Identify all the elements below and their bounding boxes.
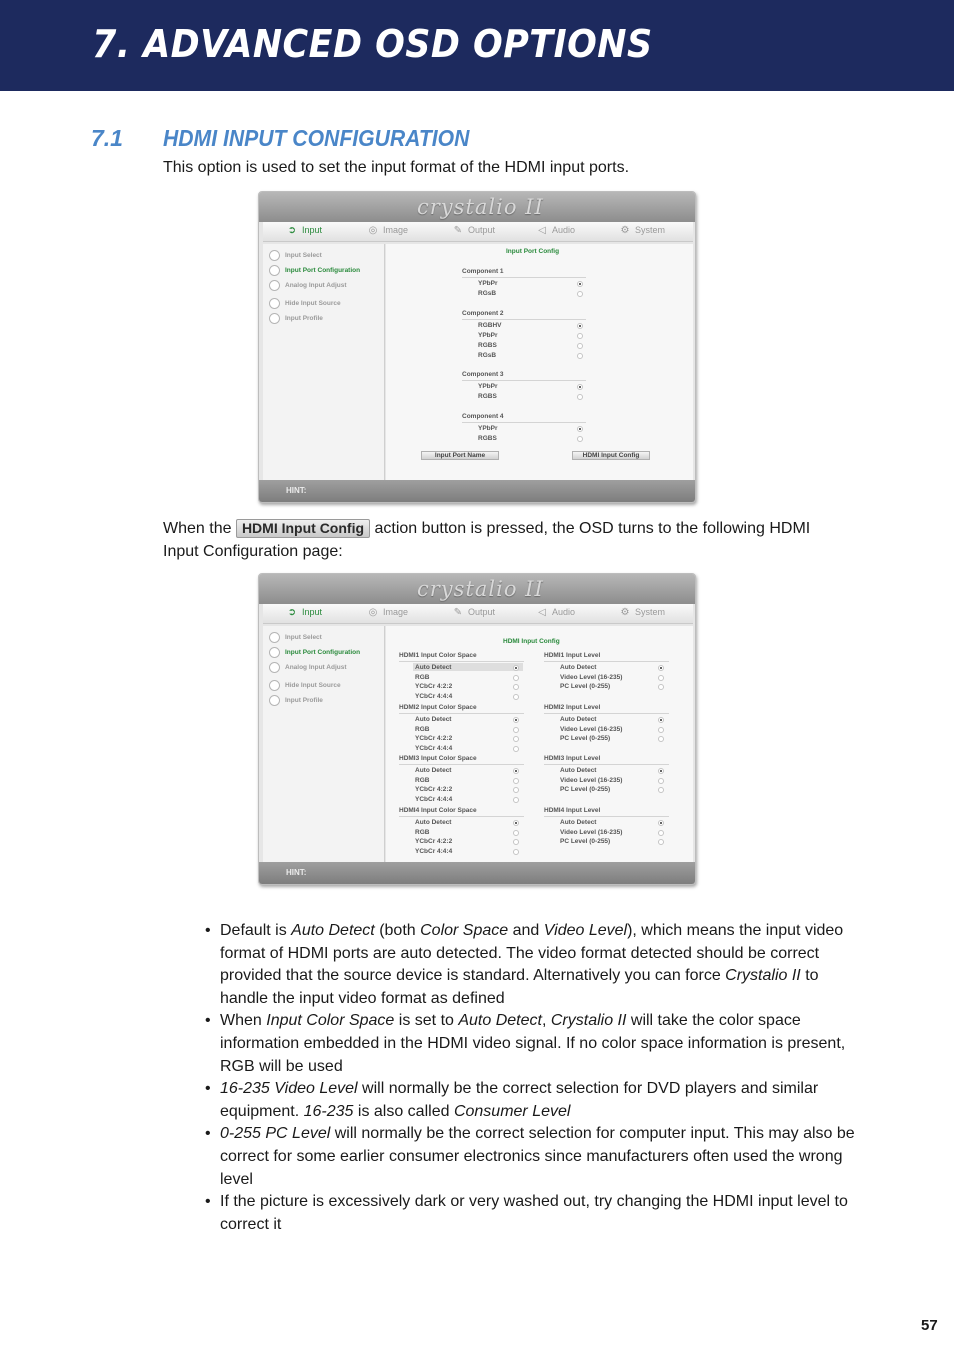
radio-button-icon xyxy=(513,768,519,774)
radio-button-icon xyxy=(658,717,664,723)
input-icon: ➲ xyxy=(287,225,297,236)
body-text: will take the color space information embedded in the HDMI video signal. If no color space information is present, RGB will be used xyxy=(220,1012,846,1075)
system-icon: ⚙ xyxy=(620,225,630,236)
radio-button-icon xyxy=(577,353,583,359)
osd-tab-label: System xyxy=(635,607,666,617)
radio-button-icon xyxy=(577,281,583,287)
osd-sidebar-item xyxy=(269,647,360,658)
radio-button-icon xyxy=(513,797,519,803)
radio-button-icon xyxy=(658,787,664,793)
osd-tab-label: Image xyxy=(383,607,409,617)
radio-button-icon xyxy=(658,768,664,774)
radio-button-icon xyxy=(513,778,519,784)
osd-sidebar-label: Hide Input Source xyxy=(285,300,341,308)
radio-button-icon xyxy=(577,323,583,329)
output-icon: ✎ xyxy=(453,607,463,618)
osd-tab-label: Audio xyxy=(552,607,576,617)
option-label: YPbPr xyxy=(478,425,498,432)
bullet-list xyxy=(205,920,865,1236)
radio-button-icon xyxy=(577,343,583,349)
osd-sidebar-item xyxy=(269,313,323,324)
body-text: is also called xyxy=(353,1102,454,1120)
osd-sidebar-label: Hide Input Source xyxy=(285,682,341,690)
component-group-label: Component 3 xyxy=(462,371,504,378)
radio-button-icon xyxy=(513,694,519,700)
option-label: RGBHV xyxy=(478,322,502,329)
option-label: Video Level (16-235) xyxy=(560,828,623,836)
osd-tab-label: Image xyxy=(383,225,409,235)
emphasis-text: Consumer Level xyxy=(453,1102,571,1120)
osd-hdmi-input-config-screenshot xyxy=(258,573,696,885)
body-text: ), which means the input video format of HDMI ports are auto detected. The video format detected should be correct provided that the source device is standard. Alternatively you can force xyxy=(220,922,844,985)
osd-sidebar-label: Input Port Configuration xyxy=(285,267,361,275)
option-label: RGBS xyxy=(478,393,497,400)
component-group-label: Component 1 xyxy=(462,268,504,275)
osd-tab-output xyxy=(452,607,495,618)
osd-tab-label: Input xyxy=(302,225,323,235)
system-icon: ⚙ xyxy=(620,607,630,618)
section-intro: This option is used to set the input format of the HDMI input ports. xyxy=(163,159,630,176)
radio-button-icon xyxy=(513,830,519,836)
option-label: Auto Detect xyxy=(560,819,597,826)
emphasis-text: Input Color Space xyxy=(266,1012,395,1030)
radio-circle-icon xyxy=(269,647,280,658)
paragraph-hdmi-config-intro xyxy=(163,517,843,563)
osd-sidebar-item xyxy=(269,695,323,706)
body-text: and xyxy=(508,922,544,939)
osd-tab-input xyxy=(286,225,322,236)
body-text: will normally be the correct selection for DVD players and similar equipment. xyxy=(220,1080,819,1120)
radio-circle-icon xyxy=(269,680,280,691)
radio-button-icon xyxy=(513,820,519,826)
bullet-item xyxy=(205,1010,865,1078)
body-text: , xyxy=(541,1012,551,1030)
chapter-header xyxy=(0,0,954,91)
option-label: Auto Detect xyxy=(560,664,597,671)
osd-hint-label: HINT: xyxy=(286,486,307,495)
osd-tab-audio xyxy=(536,225,575,236)
body-text: to handle the input video format as defined xyxy=(220,967,819,1007)
option-label: YCbCr 4:2:2 xyxy=(415,735,453,743)
option-label: Auto Detect xyxy=(415,664,452,671)
output-icon: ✎ xyxy=(453,225,463,236)
chapter-title: 7. ADVANCED OSD OPTIONS xyxy=(92,22,653,66)
radio-button-icon xyxy=(658,665,664,671)
radio-button-icon xyxy=(513,849,519,855)
osd-tab-system xyxy=(619,225,665,236)
option-label: YCbCr 4:4:4 xyxy=(415,796,453,804)
input-level-group-label: HDMI4 Input Level xyxy=(544,807,601,814)
emphasis-text: Crystalio II xyxy=(550,1012,627,1030)
crystalio-logo: crystalio II xyxy=(417,577,544,601)
divider-line xyxy=(544,816,669,817)
option-label: RGsB xyxy=(478,290,497,297)
radio-button-icon xyxy=(513,787,519,793)
option-label: RGsB xyxy=(478,352,497,359)
osd-sidebar-label: Input Select xyxy=(285,252,322,260)
option-label: YCbCr 4:4:4 xyxy=(415,693,453,701)
osd-main-panel xyxy=(386,244,693,480)
radio-button-icon xyxy=(577,426,583,432)
radio-circle-icon xyxy=(269,662,280,673)
radio-button-icon xyxy=(513,684,519,690)
osd-sidebar-label: Input Profile xyxy=(285,697,323,705)
radio-circle-icon xyxy=(269,280,280,291)
osd-sidebar-item xyxy=(269,662,347,673)
osd-sidebar-label: Input Select xyxy=(285,634,322,642)
osd-panel-title: Input Port Config xyxy=(506,248,560,255)
osd-main-panel xyxy=(386,626,693,862)
audio-icon: ◁ xyxy=(538,607,546,618)
option-label: RGBS xyxy=(478,342,497,349)
hdmi-input-config-button: HDMI Input Config xyxy=(572,451,650,460)
option-label: Video Level (16-235) xyxy=(560,725,623,733)
emphasis-text: Color Space xyxy=(420,922,509,939)
option-label: YCbCr 4:2:2 xyxy=(415,683,453,691)
color-space-group-label: HDMI4 Input Color Space xyxy=(399,807,477,814)
divider-line xyxy=(462,277,586,278)
emphasis-text: Video Level xyxy=(543,922,628,939)
osd-sidebar-label: Analog Input Adjust xyxy=(285,664,347,672)
color-space-group-label: HDMI1 Input Color Space xyxy=(399,652,477,659)
para2-text-before: When the xyxy=(163,520,232,537)
osd-title-bar xyxy=(259,574,695,604)
option-label: RGBS xyxy=(478,435,497,442)
body-text: When xyxy=(220,1012,267,1030)
option-label: Video Level (16-235) xyxy=(560,673,623,681)
osd-sidebar-label: Input Port Configuration xyxy=(285,649,361,657)
divider-line xyxy=(462,319,586,320)
emphasis-text: 0-255 PC Level xyxy=(220,1125,331,1143)
osd-sidebar-label: Analog Input Adjust xyxy=(285,282,347,290)
crystalio-logo: crystalio II xyxy=(417,195,544,219)
emphasis-text: Auto Detect xyxy=(458,1012,542,1030)
body-text: If the picture is excessively dark or very washed out, try changing the HDMI input level to correct it xyxy=(220,1193,848,1233)
radio-button-icon xyxy=(658,684,664,690)
body-text: is set to xyxy=(394,1012,459,1030)
option-label: Auto Detect xyxy=(415,767,452,774)
radio-button-icon xyxy=(577,333,583,339)
osd-tab-label: System xyxy=(635,225,666,235)
divider-line xyxy=(399,816,524,817)
bullet-item xyxy=(205,1191,865,1236)
radio-button-icon xyxy=(658,830,664,836)
radio-circle-icon xyxy=(269,632,280,643)
radio-circle-icon xyxy=(269,250,280,261)
divider-line xyxy=(544,713,669,714)
body-text: Default is xyxy=(220,922,292,939)
emphasis-text: Crystalio II xyxy=(725,967,801,985)
section-number: 7.1 xyxy=(91,125,123,151)
emphasis-text: 16-235 Video Level xyxy=(220,1080,358,1098)
divider-line xyxy=(399,764,524,765)
divider-line xyxy=(399,661,524,662)
radio-button-icon xyxy=(658,736,664,742)
osd-sidebar-item xyxy=(269,280,347,291)
bullet-item xyxy=(205,1078,865,1123)
image-icon: ◎ xyxy=(368,607,378,618)
radio-button-icon xyxy=(577,291,583,297)
osd-tab-image xyxy=(367,225,408,236)
option-label: YCbCr 4:4:4 xyxy=(415,745,453,753)
osd-tab-output xyxy=(452,225,495,236)
radio-button-icon xyxy=(658,820,664,826)
radio-button-icon xyxy=(513,727,519,733)
option-label: PC Level (0-255) xyxy=(560,735,611,743)
input-port-name-button: Input Port Name xyxy=(421,451,499,460)
osd-tab-image xyxy=(367,607,408,618)
osd-sidebar-item xyxy=(269,265,360,276)
osd-input-port-config-screenshot xyxy=(258,191,696,503)
osd-tab-label: Input xyxy=(302,607,323,617)
input-level-group-label: HDMI3 Input Level xyxy=(544,755,601,762)
option-label: Auto Detect xyxy=(560,767,597,774)
divider-line xyxy=(544,764,669,765)
osd-sidebar-item xyxy=(269,250,322,261)
option-label: RGB xyxy=(415,725,430,733)
radio-button-icon xyxy=(513,717,519,723)
osd-tab-input xyxy=(286,607,322,618)
radio-button-icon xyxy=(658,839,664,845)
radio-button-icon xyxy=(513,736,519,742)
osd-tab-bar xyxy=(263,222,693,242)
osd-sidebar-label: Input Profile xyxy=(285,315,323,323)
hdmi-input-config-button-image: HDMI Input Config xyxy=(236,519,370,538)
radio-circle-icon xyxy=(269,298,280,309)
osd-tab-audio xyxy=(536,607,575,618)
osd-title-bar xyxy=(259,192,695,222)
osd-hint-bar xyxy=(259,862,695,885)
osd-hint-label: HINT: xyxy=(286,868,307,877)
osd-sidebar xyxy=(263,244,385,480)
osd-sidebar-item xyxy=(269,632,322,643)
input-icon: ➲ xyxy=(287,607,297,618)
component-group-label: Component 4 xyxy=(462,413,504,420)
radio-button-icon xyxy=(577,384,583,390)
radio-button-icon xyxy=(577,394,583,400)
bullet-item xyxy=(205,920,865,1010)
color-space-group-label: HDMI3 Input Color Space xyxy=(399,755,477,762)
emphasis-text: Auto Detect xyxy=(291,922,375,939)
input-level-group-label: HDMI2 Input Level xyxy=(544,704,601,711)
osd-hint-bar xyxy=(259,480,695,503)
divider-line xyxy=(399,713,524,714)
option-label: PC Level (0-255) xyxy=(560,838,611,846)
divider-line xyxy=(462,380,586,381)
radio-circle-icon xyxy=(269,695,280,706)
radio-button-icon xyxy=(577,436,583,442)
radio-button-icon xyxy=(658,675,664,681)
component-group-label: Component 2 xyxy=(462,310,504,317)
option-label: Auto Detect xyxy=(415,819,452,826)
osd-tab-label: Audio xyxy=(552,225,576,235)
divider-line xyxy=(544,661,669,662)
osd-panel-title: HDMI Input Config xyxy=(503,638,560,645)
option-label: Auto Detect xyxy=(560,716,597,723)
input-level-group-label: HDMI1 Input Level xyxy=(544,652,601,659)
option-label: YPbPr xyxy=(478,332,498,339)
radio-button-icon xyxy=(513,839,519,845)
emphasis-text: 16-235 xyxy=(303,1102,354,1120)
radio-circle-icon xyxy=(269,265,280,276)
option-label: RGB xyxy=(415,673,430,681)
radio-button-icon xyxy=(513,746,519,752)
radio-button-icon xyxy=(658,778,664,784)
option-label: YPbPr xyxy=(478,383,498,390)
option-label: RGB xyxy=(415,776,430,784)
option-label: YCbCr 4:2:2 xyxy=(415,786,453,794)
color-space-group-label: HDMI2 Input Color Space xyxy=(399,704,477,711)
option-label: RGB xyxy=(415,828,430,836)
audio-icon: ◁ xyxy=(538,225,546,236)
option-label: Auto Detect xyxy=(415,716,452,723)
para2-text-after: action button is pressed, the OSD turns to the following HDMI Input Configuration page: xyxy=(163,520,811,560)
radio-circle-icon xyxy=(269,313,280,324)
osd-sidebar xyxy=(263,626,385,862)
page-number: 57 xyxy=(921,1317,938,1334)
body-text: will normally be the correct selection for computer input. This may also be correct for some earlier consumer electronics since manufacturers often used the wrong level xyxy=(220,1125,855,1188)
radio-button-icon xyxy=(513,665,519,671)
option-label: Video Level (16-235) xyxy=(560,776,623,784)
osd-tab-label: Output xyxy=(468,607,496,617)
osd-tab-system xyxy=(619,607,665,618)
divider-line xyxy=(462,422,586,423)
option-label: YCbCr 4:2:2 xyxy=(415,838,453,846)
osd-tab-label: Output xyxy=(468,225,496,235)
option-label: YPbPr xyxy=(478,280,498,287)
bullet-item xyxy=(205,1123,865,1191)
body-text: (both xyxy=(374,922,421,939)
osd-sidebar-item xyxy=(269,680,341,691)
radio-button-icon xyxy=(658,727,664,733)
option-label: YCbCr 4:4:4 xyxy=(415,848,453,856)
option-label: PC Level (0-255) xyxy=(560,786,611,794)
option-label: PC Level (0-255) xyxy=(560,683,611,691)
osd-tab-bar xyxy=(263,604,693,624)
radio-button-icon xyxy=(513,675,519,681)
image-icon: ◎ xyxy=(368,225,378,236)
section-title: HDMI INPUT CONFIGURATION xyxy=(163,125,470,151)
osd-sidebar-item xyxy=(269,298,341,309)
